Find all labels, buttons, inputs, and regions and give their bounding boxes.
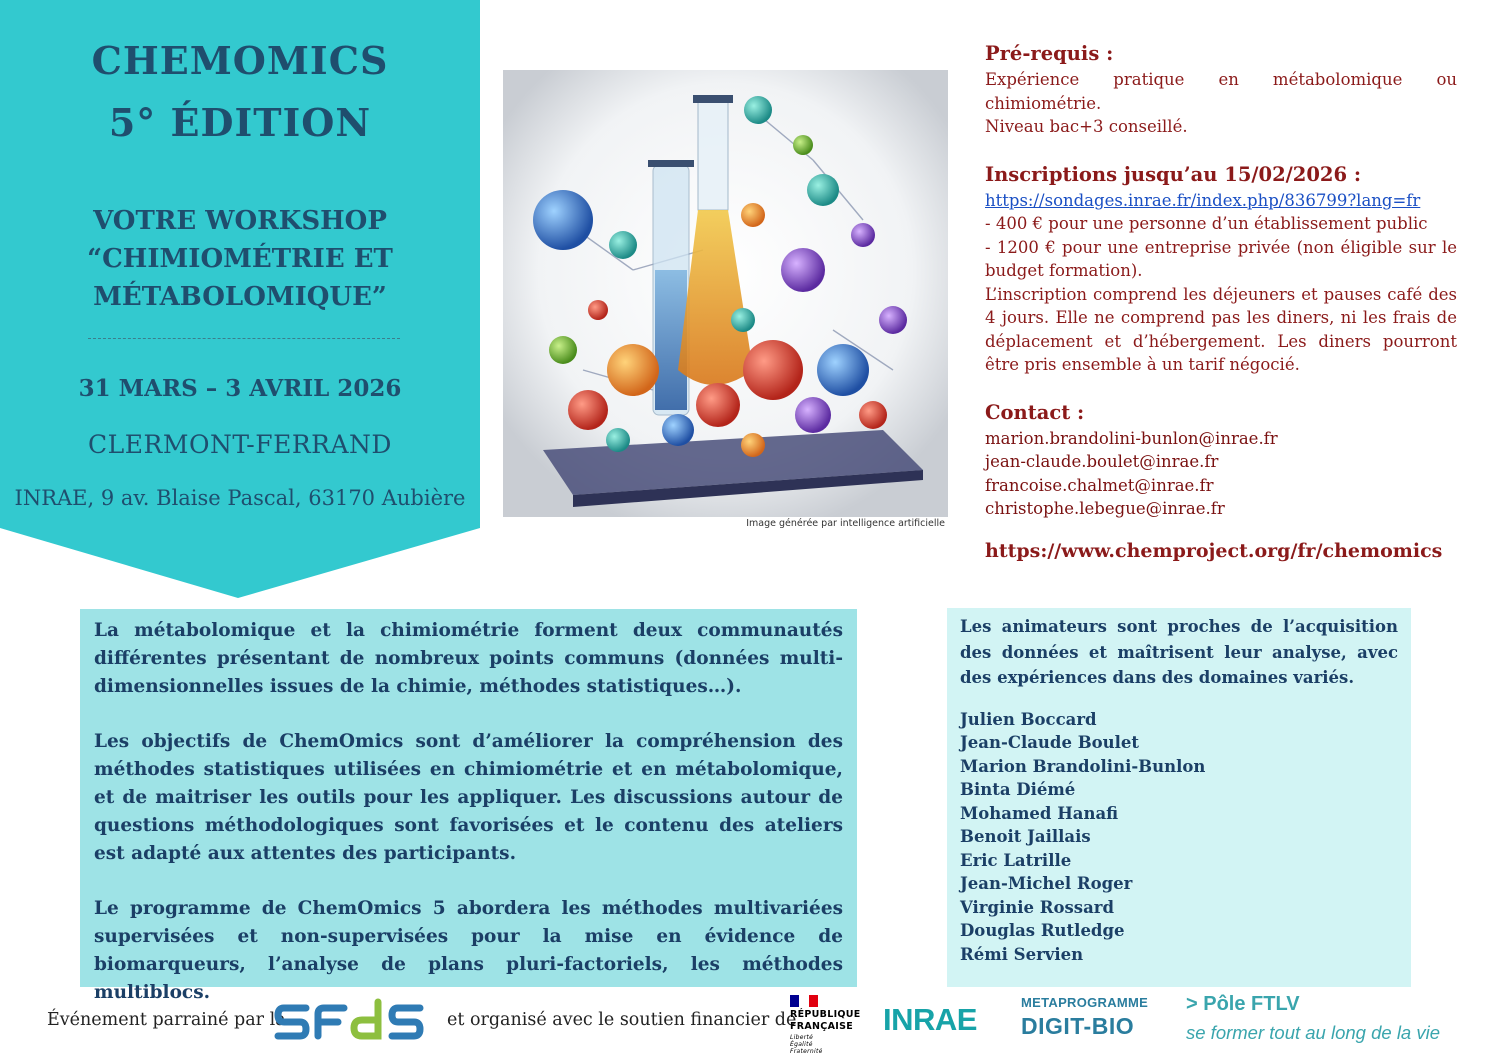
public-price: - 400 € pour une personne d’un établissement public bbox=[985, 214, 1428, 233]
image-caption: Image générée par intelligence artificielle bbox=[746, 518, 945, 529]
contact-email[interactable]: marion.brandolini-bunlon@inrae.fr bbox=[985, 428, 1278, 448]
animator-name: Benoit Jaillais bbox=[960, 827, 1091, 846]
rf-line2: FRANÇAISE bbox=[790, 1021, 853, 1032]
contact-email[interactable]: jean-claude.boulet@inrae.fr bbox=[985, 452, 1219, 471]
registration-details: L’inscription comprend les déjeuners et pauses café des 4 jours. Elle ne comprend pas les diners, ni les frais de déplacement et d’hébergement. Les diners pourront être pris ensemble à un tarif négocié. bbox=[985, 284, 1457, 374]
event-title: CHEMOMICS bbox=[91, 38, 389, 83]
pole-ftlv-tagline: se former tout au long de la vie bbox=[1186, 1022, 1441, 1043]
animator-name: Julien Boccard bbox=[960, 709, 1097, 729]
animator-name: Mohamed Hanafi bbox=[960, 803, 1119, 823]
animator-name: Eric Latrille bbox=[960, 850, 1072, 870]
metaprogramme-label: METAPROGRAMME bbox=[1021, 995, 1149, 1010]
description-paragraph: Le programme de ChemOmics 5 abordera les méthodes multivariées supervisées et non-supervisées pour la mise en évidence de biomarqueurs, l’analyse de plans pluri-factoriels, les méthodes multiblocs. bbox=[94, 898, 843, 1003]
sponsors-footer bbox=[0, 990, 1497, 1058]
private-price: - 1200 € pour une entreprise privée (non éligible sur le budget formation). bbox=[985, 237, 1457, 280]
animator-name: Jean-Michel Roger bbox=[960, 874, 1133, 893]
event-city: CLERMONT-FERRAND bbox=[88, 430, 392, 459]
banner-divider bbox=[88, 338, 400, 339]
contact-list bbox=[985, 427, 1457, 521]
rf-motto: Liberté bbox=[790, 1034, 814, 1041]
contact-email[interactable]: christophe.lebegue@inrae.fr bbox=[985, 499, 1225, 518]
description-paragraph: La métabolomique et la chimiométrie forment deux communautés différentes présentant de nombreux points communs (données multi-dimensionnelles issues de la chimie, méthodes statistiques…). bbox=[94, 620, 843, 697]
event-address: INRAE, 9 av. Blaise Pascal, 63170 Aubière bbox=[14, 486, 466, 510]
republique-francaise-logo bbox=[788, 992, 860, 1054]
rf-line1: RÉPUBLIQUE bbox=[790, 1009, 861, 1020]
registration-heading: Inscriptions jusqu’au 15/02/2026 : bbox=[985, 162, 1362, 186]
description-paragraph: Les objectifs de ChemOmics sont d’améliorer la compréhension des méthodes statistiques utilisées en chimiométrie et en métabolomique, et de maitriser les outils pour les appliquer. Les discussions autour de questions méthodologiques sont favorisées et le contenu des ateliers est adapté aux attentes des participants. bbox=[94, 731, 843, 864]
workshop-heading: VOTRE WORKSHOP “CHIMIOMÉTRIE ET MÉTABOLOMIQUE” bbox=[87, 206, 393, 312]
animator-name: Jean-Claude Boulet bbox=[960, 733, 1140, 752]
digit-bio-logo: DIGIT-BIO bbox=[1021, 1013, 1135, 1039]
prereq-heading: Pré-requis : bbox=[985, 42, 1114, 65]
animators-box bbox=[947, 608, 1411, 987]
prereq-text: Expérience pratique en métabolomique ou chimiométrie. bbox=[985, 70, 1457, 113]
animator-name: Rémi Servien bbox=[960, 944, 1084, 964]
support-text: et organisé avec le soutien financier de bbox=[447, 1010, 797, 1030]
animator-name: Virginie Rossard bbox=[960, 897, 1115, 917]
rf-motto: Égalité bbox=[790, 1041, 813, 1048]
animator-name: Marion Brandolini-Bunlon bbox=[960, 756, 1206, 776]
animator-name: Douglas Rutledge bbox=[960, 921, 1125, 940]
event-edition: 5° ÉDITION bbox=[108, 100, 372, 145]
animator-name: Binta Diémé bbox=[960, 780, 1076, 799]
website-link[interactable]: https://www.chemproject.org/fr/chemomics bbox=[985, 539, 1443, 562]
animators-intro: Les animateurs sont proches de l’acquisition des données et maîtrisent leur analyse, avec des expériences dans des domaines variés. bbox=[960, 617, 1398, 687]
rf-motto: Fraternité bbox=[790, 1048, 823, 1055]
contact-email[interactable]: francoise.chalmet@inrae.fr bbox=[985, 475, 1214, 495]
sfds-logo bbox=[274, 998, 424, 1046]
pole-ftlv-logo: > Pôle FTLV bbox=[1186, 993, 1300, 1015]
sponsor-text: Événement parrainé par la bbox=[47, 1010, 286, 1030]
prereq-level: Niveau bac+3 conseillé. bbox=[985, 117, 1188, 136]
registration-link[interactable]: https://sondages.inrae.fr/index.php/836799?lang=fr bbox=[985, 190, 1421, 210]
info-column bbox=[985, 40, 1457, 563]
chemistry-illustration bbox=[503, 70, 948, 517]
inrae-logo: INRAE bbox=[883, 1002, 977, 1037]
french-flag-icon bbox=[790, 995, 818, 1007]
event-dates: 31 MARS – 3 AVRIL 2026 bbox=[78, 375, 402, 402]
event-banner bbox=[0, 0, 480, 598]
description-box bbox=[80, 609, 857, 1003]
animators-list bbox=[960, 708, 1398, 967]
contact-heading: Contact : bbox=[985, 400, 1085, 424]
